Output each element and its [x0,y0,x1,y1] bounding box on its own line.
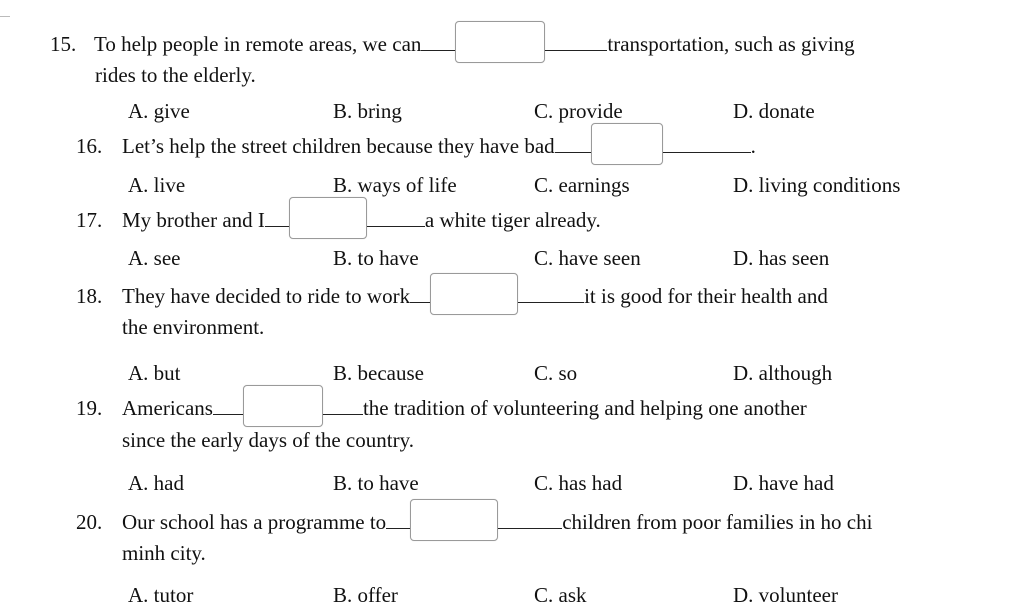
option-15-b[interactable]: B. bring [333,99,402,123]
answer-box-20[interactable] [410,499,498,541]
option-20-b[interactable]: B. offer [333,583,398,607]
option-17-a[interactable]: A. see [128,246,181,270]
answer-blank-18[interactable] [410,282,584,303]
question-18 [76,282,828,309]
question-number: 16. [76,134,103,158]
option-19-c[interactable]: C. has had [534,471,623,495]
answer-blank-20[interactable] [386,508,562,529]
question-text-after: . [750,134,756,158]
option-17-c[interactable]: C. have seen [534,246,641,270]
answer-blank-19[interactable] [213,394,363,415]
option-19-b[interactable]: B. to have [333,471,419,495]
question-text-before: They have decided to ride to work [122,284,411,308]
option-15-d[interactable]: D. donate [733,99,815,123]
question-20-continuation: minh city. [122,541,206,565]
option-16-c[interactable]: C. earnings [534,173,630,197]
question-text-after: it is good for their health and [584,284,828,308]
option-18-c[interactable]: C. so [534,361,578,385]
answer-box-15[interactable] [455,21,545,63]
option-16-a[interactable]: A. live [128,173,186,197]
question-number: 19. [76,396,103,420]
answer-box-16[interactable] [591,123,663,165]
question-text-before: My brother and I [122,208,265,232]
question-text-after: transportation, such as giving [607,32,855,56]
question-text-before: Let’s help the street children because they have bad [122,134,555,158]
option-15-c[interactable]: C. provide [534,99,623,123]
option-15-a[interactable]: A. give [128,99,190,123]
question-16 [76,132,756,159]
question-19 [76,394,807,421]
option-20-c[interactable]: C. ask [534,583,587,607]
question-text-before: Our school has a programme to [122,510,387,534]
answer-blank-16[interactable] [555,132,751,153]
option-20-d[interactable]: D. volunteer [733,583,838,607]
option-17-d[interactable]: D. has seen [733,246,830,270]
option-20-a[interactable]: A. tutor [128,583,194,607]
question-text-after: children from poor families in ho chi [562,510,873,534]
question-17 [76,206,601,233]
question-20 [76,508,872,535]
question-15-continuation: rides to the elderly. [95,63,256,87]
question-text-before: Americans [122,396,213,420]
option-19-d[interactable]: D. have had [733,471,834,495]
option-16-b[interactable]: B. ways of life [333,173,457,197]
option-16-d[interactable]: D. living conditions [733,173,901,197]
answer-box-18[interactable] [430,273,518,315]
option-19-a[interactable]: A. had [128,471,184,495]
answer-blank-17[interactable] [265,206,425,227]
option-17-b[interactable]: B. to have [333,246,419,270]
question-15 [50,30,855,57]
answer-box-19[interactable] [243,385,323,427]
question-text-before: To help people in remote areas, we can [94,32,422,56]
option-18-b[interactable]: B. because [333,361,424,385]
answer-blank-15[interactable] [421,30,607,51]
question-19-continuation: since the early days of the country. [122,428,414,452]
question-number: 17. [76,208,103,232]
question-text-after: a white tiger already. [424,208,601,232]
question-number: 15. [50,32,77,56]
option-18-a[interactable]: A. but [128,361,181,385]
question-18-continuation: the environment. [122,315,265,339]
question-text-after: the tradition of volunteering and helping one another [362,396,807,420]
answer-box-17[interactable] [289,197,367,239]
question-number: 20. [76,510,103,534]
option-18-d[interactable]: D. although [733,361,833,385]
margin-mark [0,16,10,17]
question-number: 18. [76,284,103,308]
